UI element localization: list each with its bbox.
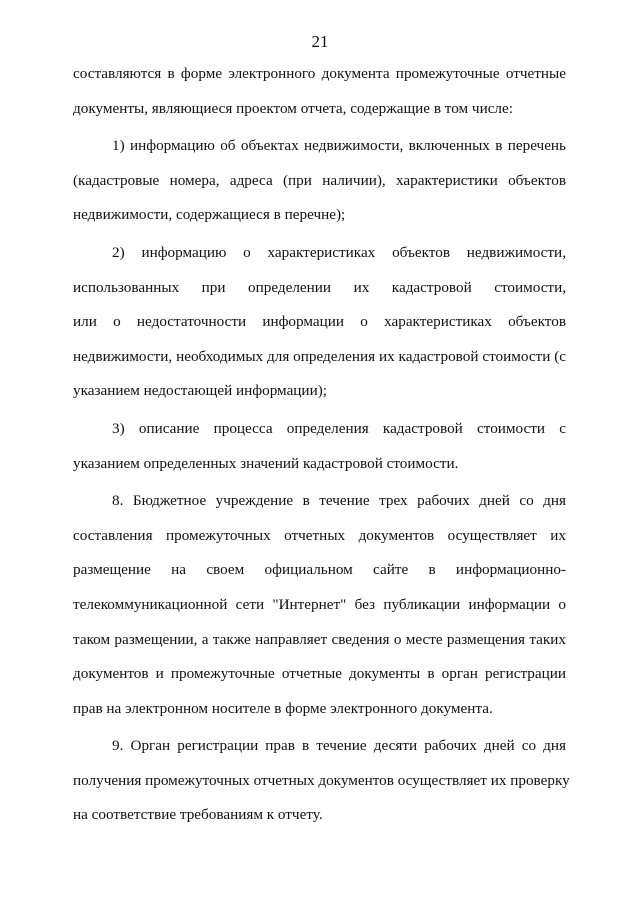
text-line: прав на электронном носителе в форме электронного документа. xyxy=(73,699,493,717)
document-body xyxy=(73,57,570,833)
text-line: или о недостаточности информации о характеристиках объектов xyxy=(73,313,566,331)
text-line: (кадастровые номера, адреса (при наличии), характеристики объектов xyxy=(73,171,566,189)
text-line: документов и промежуточные отчетные документы в орган регистрации xyxy=(73,665,566,683)
paragraph-first-line: 3) описание процесса определения кадастровой стоимости с xyxy=(112,419,566,437)
text-line: использованных при определении их кадастровой стоимости, xyxy=(73,278,566,296)
text-line: телекоммуникационной сети "Интернет" без публикации информации о xyxy=(73,595,566,613)
text-line: недвижимости, содержащиеся в перечне); xyxy=(73,206,346,224)
page-number: 21 xyxy=(311,32,329,51)
text-line: документы, являющиеся проектом отчета, содержащие в том числе: xyxy=(73,99,513,117)
text-line: составляются в форме электронного документа промежуточные отчетные xyxy=(73,65,566,82)
text-line: указанием определенных значений кадастровой стоимости. xyxy=(73,454,459,472)
text-line: указанием недостающей информации); xyxy=(73,382,327,400)
paragraph-first-line: 9. Орган регистрации прав в течение десяти рабочих дней со дня xyxy=(112,737,566,755)
text-line: недвижимости, необходимых для определения их кадастровой стоимости (с xyxy=(73,347,566,365)
text-line: размещение на своем официальном сайте в информационно- xyxy=(73,561,566,579)
text-line: составления промежуточных отчетных документов осуществляет их xyxy=(73,526,566,544)
paragraph-first-line: 8. Бюджетное учреждение в течение трех рабочих дней со дня xyxy=(112,492,566,510)
text-line: на соответствие требованиям к отчету. xyxy=(73,806,323,824)
text-line: таком размещении, а также направляет сведения о месте размещения таких xyxy=(73,630,566,648)
text-line: получения промежуточных отчетных документов осуществляет их проверку xyxy=(73,771,570,789)
paragraph-first-line: 2) информацию о характеристиках объектов недвижимости, xyxy=(112,243,566,261)
paragraph-first-line: 1) информацию об объектах недвижимости, включенных в перечень xyxy=(112,137,566,155)
